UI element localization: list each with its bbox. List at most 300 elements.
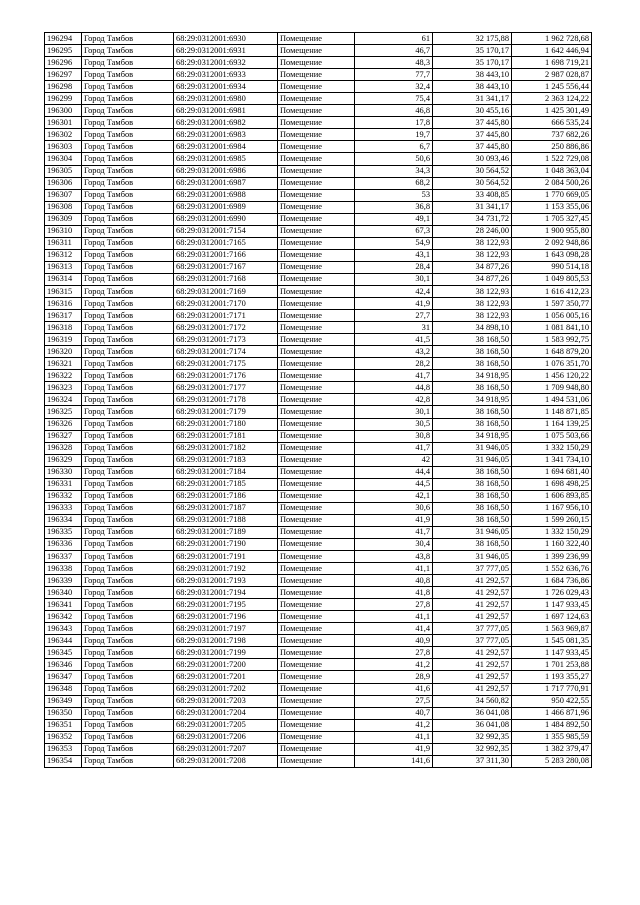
row-number-cell: 196327 bbox=[45, 430, 82, 442]
object-type-cell: Помещение bbox=[278, 129, 355, 141]
locality-cell: Город Тамбов bbox=[82, 225, 174, 237]
locality-cell: Город Тамбов bbox=[82, 177, 174, 189]
unit-value-cell: 30 455,16 bbox=[433, 105, 512, 117]
row-number-cell: 196344 bbox=[45, 635, 82, 647]
row-number-cell: 196299 bbox=[45, 93, 82, 105]
unit-value-cell: 34 877,26 bbox=[433, 261, 512, 273]
table-row bbox=[45, 743, 592, 755]
row-number-cell: 196295 bbox=[45, 45, 82, 57]
row-number-cell: 196346 bbox=[45, 659, 82, 671]
locality-cell: Город Тамбов bbox=[82, 129, 174, 141]
table-row bbox=[45, 454, 592, 466]
object-type-cell: Помещение bbox=[278, 659, 355, 671]
row-number-cell: 196294 bbox=[45, 33, 82, 45]
object-type-cell: Помещение bbox=[278, 165, 355, 177]
locality-cell: Город Тамбов bbox=[82, 382, 174, 394]
cadastral-number-cell: 68:29:0312001:7165 bbox=[174, 237, 278, 249]
object-type-cell: Помещение bbox=[278, 683, 355, 695]
unit-value-cell: 38 168,50 bbox=[433, 502, 512, 514]
row-number-cell: 196303 bbox=[45, 141, 82, 153]
unit-value-cell: 41 292,57 bbox=[433, 599, 512, 611]
row-number-cell: 196336 bbox=[45, 538, 82, 550]
unit-value-cell: 38 168,50 bbox=[433, 466, 512, 478]
cadastral-value-cell: 1 081 841,10 bbox=[512, 322, 592, 334]
object-type-cell: Помещение bbox=[278, 490, 355, 502]
table-row bbox=[45, 201, 592, 213]
area-cell: 43,1 bbox=[355, 249, 433, 261]
cadastral-number-cell: 68:29:0312001:6987 bbox=[174, 177, 278, 189]
locality-cell: Город Тамбов bbox=[82, 406, 174, 418]
cadastral-value-cell: 1 056 005,16 bbox=[512, 310, 592, 322]
object-type-cell: Помещение bbox=[278, 45, 355, 57]
unit-value-cell: 34 898,10 bbox=[433, 322, 512, 334]
row-number-cell: 196332 bbox=[45, 490, 82, 502]
cadastral-value-cell: 1 684 736,86 bbox=[512, 575, 592, 587]
object-type-cell: Помещение bbox=[278, 33, 355, 45]
locality-cell: Город Тамбов bbox=[82, 358, 174, 370]
area-cell: 68,2 bbox=[355, 177, 433, 189]
unit-value-cell: 37 445,80 bbox=[433, 117, 512, 129]
cadastral-value-cell: 950 422,55 bbox=[512, 695, 592, 707]
row-number-cell: 196352 bbox=[45, 731, 82, 743]
table-row bbox=[45, 189, 592, 201]
table-row bbox=[45, 358, 592, 370]
object-type-cell: Помещение bbox=[278, 141, 355, 153]
locality-cell: Город Тамбов bbox=[82, 695, 174, 707]
cadastral-value-table bbox=[44, 32, 592, 768]
table-row bbox=[45, 93, 592, 105]
area-cell: 54,9 bbox=[355, 237, 433, 249]
table-row bbox=[45, 647, 592, 659]
area-cell: 53 bbox=[355, 189, 433, 201]
object-type-cell: Помещение bbox=[278, 358, 355, 370]
row-number-cell: 196306 bbox=[45, 177, 82, 189]
locality-cell: Город Тамбов bbox=[82, 514, 174, 526]
row-number-cell: 196318 bbox=[45, 322, 82, 334]
area-cell: 61 bbox=[355, 33, 433, 45]
area-cell: 28,2 bbox=[355, 358, 433, 370]
row-number-cell: 196347 bbox=[45, 671, 82, 683]
cadastral-value-cell: 1 900 955,80 bbox=[512, 225, 592, 237]
cadastral-number-cell: 68:29:0312001:7154 bbox=[174, 225, 278, 237]
locality-cell: Город Тамбов bbox=[82, 418, 174, 430]
unit-value-cell: 38 443,10 bbox=[433, 69, 512, 81]
cadastral-number-cell: 68:29:0312001:6932 bbox=[174, 57, 278, 69]
cadastral-number-cell: 68:29:0312001:6980 bbox=[174, 93, 278, 105]
row-number-cell: 196351 bbox=[45, 719, 82, 731]
row-number-cell: 196300 bbox=[45, 105, 82, 117]
unit-value-cell: 38 168,50 bbox=[433, 478, 512, 490]
area-cell: 46,8 bbox=[355, 105, 433, 117]
row-number-cell: 196349 bbox=[45, 695, 82, 707]
object-type-cell: Помещение bbox=[278, 502, 355, 514]
object-type-cell: Помещение bbox=[278, 514, 355, 526]
unit-value-cell: 31 341,17 bbox=[433, 201, 512, 213]
area-cell: 67,3 bbox=[355, 225, 433, 237]
locality-cell: Город Тамбов bbox=[82, 454, 174, 466]
cadastral-number-cell: 68:29:0312001:7176 bbox=[174, 370, 278, 382]
object-type-cell: Помещение bbox=[278, 647, 355, 659]
unit-value-cell: 36 041,08 bbox=[433, 707, 512, 719]
object-type-cell: Помещение bbox=[278, 599, 355, 611]
row-number-cell: 196324 bbox=[45, 394, 82, 406]
cadastral-number-cell: 68:29:0312001:7182 bbox=[174, 442, 278, 454]
cadastral-value-cell: 1 245 556,44 bbox=[512, 81, 592, 93]
unit-value-cell: 31 946,05 bbox=[433, 442, 512, 454]
object-type-cell: Помещение bbox=[278, 611, 355, 623]
row-number-cell: 196331 bbox=[45, 478, 82, 490]
area-cell: 41,7 bbox=[355, 442, 433, 454]
area-cell: 42,1 bbox=[355, 490, 433, 502]
area-cell: 30,1 bbox=[355, 273, 433, 285]
locality-cell: Город Тамбов bbox=[82, 551, 174, 563]
locality-cell: Город Тамбов bbox=[82, 526, 174, 538]
cadastral-value-cell: 1 075 503,66 bbox=[512, 430, 592, 442]
cadastral-number-cell: 68:29:0312001:7174 bbox=[174, 346, 278, 358]
area-cell: 36,8 bbox=[355, 201, 433, 213]
locality-cell: Город Тамбов bbox=[82, 683, 174, 695]
table-row bbox=[45, 225, 592, 237]
locality-cell: Город Тамбов bbox=[82, 442, 174, 454]
unit-value-cell: 34 731,72 bbox=[433, 213, 512, 225]
unit-value-cell: 41 292,57 bbox=[433, 647, 512, 659]
cadastral-number-cell: 68:29:0312001:7181 bbox=[174, 430, 278, 442]
object-type-cell: Помещение bbox=[278, 261, 355, 273]
locality-cell: Город Тамбов bbox=[82, 659, 174, 671]
table-row bbox=[45, 105, 592, 117]
object-type-cell: Помещение bbox=[278, 189, 355, 201]
locality-cell: Город Тамбов bbox=[82, 490, 174, 502]
cadastral-number-cell: 68:29:0312001:7178 bbox=[174, 394, 278, 406]
locality-cell: Город Тамбов bbox=[82, 141, 174, 153]
cadastral-number-cell: 68:29:0312001:6983 bbox=[174, 129, 278, 141]
cadastral-value-cell: 1 643 098,28 bbox=[512, 249, 592, 261]
cadastral-value-cell: 1 494 531,06 bbox=[512, 394, 592, 406]
unit-value-cell: 31 946,05 bbox=[433, 526, 512, 538]
row-number-cell: 196305 bbox=[45, 165, 82, 177]
unit-value-cell: 34 877,26 bbox=[433, 273, 512, 285]
area-cell: 42,4 bbox=[355, 285, 433, 297]
cadastral-value-cell: 1 642 446,94 bbox=[512, 45, 592, 57]
cadastral-number-cell: 68:29:0312001:7191 bbox=[174, 551, 278, 563]
table-row bbox=[45, 755, 592, 767]
area-cell: 50,6 bbox=[355, 153, 433, 165]
area-cell: 31 bbox=[355, 322, 433, 334]
locality-cell: Город Тамбов bbox=[82, 237, 174, 249]
object-type-cell: Помещение bbox=[278, 563, 355, 575]
cadastral-value-cell: 1 147 933,45 bbox=[512, 599, 592, 611]
table-row bbox=[45, 370, 592, 382]
table-row bbox=[45, 683, 592, 695]
row-number-cell: 196340 bbox=[45, 587, 82, 599]
object-type-cell: Помещение bbox=[278, 394, 355, 406]
cadastral-value-cell: 5 283 280,08 bbox=[512, 755, 592, 767]
cadastral-number-cell: 68:29:0312001:7203 bbox=[174, 695, 278, 707]
cadastral-value-cell: 1 332 150,29 bbox=[512, 526, 592, 538]
unit-value-cell: 34 918,95 bbox=[433, 430, 512, 442]
cadastral-number-cell: 68:29:0312001:7184 bbox=[174, 466, 278, 478]
area-cell: 48,3 bbox=[355, 57, 433, 69]
cadastral-value-cell: 1 726 029,43 bbox=[512, 587, 592, 599]
unit-value-cell: 41 292,57 bbox=[433, 587, 512, 599]
area-cell: 41,1 bbox=[355, 563, 433, 575]
locality-cell: Город Тамбов bbox=[82, 502, 174, 514]
unit-value-cell: 38 168,50 bbox=[433, 538, 512, 550]
cadastral-value-cell: 1 382 379,47 bbox=[512, 743, 592, 755]
locality-cell: Город Тамбов bbox=[82, 599, 174, 611]
object-type-cell: Помещение bbox=[278, 93, 355, 105]
object-type-cell: Помещение bbox=[278, 117, 355, 129]
cadastral-value-cell: 1 425 301,49 bbox=[512, 105, 592, 117]
cadastral-value-cell: 1 597 350,77 bbox=[512, 298, 592, 310]
object-type-cell: Помещение bbox=[278, 478, 355, 490]
locality-cell: Город Тамбов bbox=[82, 261, 174, 273]
cadastral-value-cell: 1 399 236,99 bbox=[512, 551, 592, 563]
locality-cell: Город Тамбов bbox=[82, 69, 174, 81]
table-row bbox=[45, 671, 592, 683]
cadastral-value-cell: 1 606 893,85 bbox=[512, 490, 592, 502]
table-row bbox=[45, 659, 592, 671]
object-type-cell: Помещение bbox=[278, 334, 355, 346]
row-number-cell: 196334 bbox=[45, 514, 82, 526]
row-number-cell: 196323 bbox=[45, 382, 82, 394]
cadastral-value-cell: 1 341 734,10 bbox=[512, 454, 592, 466]
locality-cell: Город Тамбов bbox=[82, 587, 174, 599]
object-type-cell: Помещение bbox=[278, 310, 355, 322]
cadastral-value-cell: 1 770 669,05 bbox=[512, 189, 592, 201]
cadastral-number-cell: 68:29:0312001:7208 bbox=[174, 755, 278, 767]
cadastral-number-cell: 68:29:0312001:7170 bbox=[174, 298, 278, 310]
locality-cell: Город Тамбов bbox=[82, 57, 174, 69]
locality-cell: Город Тамбов bbox=[82, 563, 174, 575]
cadastral-number-cell: 68:29:0312001:7205 bbox=[174, 719, 278, 731]
unit-value-cell: 33 408,85 bbox=[433, 189, 512, 201]
cadastral-number-cell: 68:29:0312001:7194 bbox=[174, 587, 278, 599]
row-number-cell: 196317 bbox=[45, 310, 82, 322]
locality-cell: Город Тамбов bbox=[82, 310, 174, 322]
table-row bbox=[45, 141, 592, 153]
unit-value-cell: 37 777,05 bbox=[433, 635, 512, 647]
cadastral-number-cell: 68:29:0312001:6985 bbox=[174, 153, 278, 165]
table-row bbox=[45, 538, 592, 550]
area-cell: 75,4 bbox=[355, 93, 433, 105]
area-cell: 141,6 bbox=[355, 755, 433, 767]
cadastral-value-cell: 1 599 260,15 bbox=[512, 514, 592, 526]
locality-cell: Город Тамбов bbox=[82, 33, 174, 45]
object-type-cell: Помещение bbox=[278, 346, 355, 358]
locality-cell: Город Тамбов bbox=[82, 81, 174, 93]
cadastral-number-cell: 68:29:0312001:7201 bbox=[174, 671, 278, 683]
table-row bbox=[45, 45, 592, 57]
cadastral-value-cell: 1 962 728,68 bbox=[512, 33, 592, 45]
object-type-cell: Помещение bbox=[278, 285, 355, 297]
table-row bbox=[45, 707, 592, 719]
object-type-cell: Помещение bbox=[278, 695, 355, 707]
object-type-cell: Помещение bbox=[278, 237, 355, 249]
cadastral-value-cell: 1 355 985,59 bbox=[512, 731, 592, 743]
area-cell: 28,4 bbox=[355, 261, 433, 273]
locality-cell: Город Тамбов bbox=[82, 298, 174, 310]
area-cell: 30,8 bbox=[355, 430, 433, 442]
cadastral-value-cell: 2 084 500,26 bbox=[512, 177, 592, 189]
cadastral-value-cell: 1 697 124,63 bbox=[512, 611, 592, 623]
area-cell: 41,2 bbox=[355, 659, 433, 671]
unit-value-cell: 38 168,50 bbox=[433, 334, 512, 346]
table-row bbox=[45, 298, 592, 310]
area-cell: 77,7 bbox=[355, 69, 433, 81]
cadastral-value-cell: 666 535,24 bbox=[512, 117, 592, 129]
area-cell: 41,4 bbox=[355, 623, 433, 635]
table-row bbox=[45, 334, 592, 346]
object-type-cell: Помещение bbox=[278, 538, 355, 550]
cadastral-value-cell: 1 698 719,21 bbox=[512, 57, 592, 69]
cadastral-number-cell: 68:29:0312001:7166 bbox=[174, 249, 278, 261]
table-row bbox=[45, 69, 592, 81]
object-type-cell: Помещение bbox=[278, 635, 355, 647]
object-type-cell: Помещение bbox=[278, 273, 355, 285]
row-number-cell: 196343 bbox=[45, 623, 82, 635]
object-type-cell: Помещение bbox=[278, 526, 355, 538]
object-type-cell: Помещение bbox=[278, 430, 355, 442]
object-type-cell: Помещение bbox=[278, 249, 355, 261]
area-cell: 27,5 bbox=[355, 695, 433, 707]
cadastral-value-cell: 1 709 948,80 bbox=[512, 382, 592, 394]
object-type-cell: Помещение bbox=[278, 406, 355, 418]
object-type-cell: Помещение bbox=[278, 69, 355, 81]
object-type-cell: Помещение bbox=[278, 587, 355, 599]
cadastral-number-cell: 68:29:0312001:7193 bbox=[174, 575, 278, 587]
row-number-cell: 196312 bbox=[45, 249, 82, 261]
unit-value-cell: 41 292,57 bbox=[433, 611, 512, 623]
row-number-cell: 196302 bbox=[45, 129, 82, 141]
unit-value-cell: 34 560,82 bbox=[433, 695, 512, 707]
unit-value-cell: 32 992,35 bbox=[433, 743, 512, 755]
cadastral-value-cell: 1 484 892,50 bbox=[512, 719, 592, 731]
area-cell: 42,8 bbox=[355, 394, 433, 406]
area-cell: 27,8 bbox=[355, 647, 433, 659]
table-row bbox=[45, 213, 592, 225]
row-number-cell: 196301 bbox=[45, 117, 82, 129]
area-cell: 42 bbox=[355, 454, 433, 466]
row-number-cell: 196335 bbox=[45, 526, 82, 538]
locality-cell: Город Тамбов bbox=[82, 93, 174, 105]
unit-value-cell: 38 168,50 bbox=[433, 406, 512, 418]
object-type-cell: Помещение bbox=[278, 225, 355, 237]
cadastral-value-cell: 1 332 150,29 bbox=[512, 442, 592, 454]
area-cell: 30,5 bbox=[355, 418, 433, 430]
table-row bbox=[45, 478, 592, 490]
table-row bbox=[45, 346, 592, 358]
unit-value-cell: 31 946,05 bbox=[433, 454, 512, 466]
object-type-cell: Помещение bbox=[278, 213, 355, 225]
cadastral-number-cell: 68:29:0312001:7188 bbox=[174, 514, 278, 526]
locality-cell: Город Тамбов bbox=[82, 322, 174, 334]
area-cell: 30,1 bbox=[355, 406, 433, 418]
cadastral-value-cell: 1 193 355,27 bbox=[512, 671, 592, 683]
unit-value-cell: 38 122,93 bbox=[433, 285, 512, 297]
locality-cell: Город Тамбов bbox=[82, 285, 174, 297]
cadastral-number-cell: 68:29:0312001:7196 bbox=[174, 611, 278, 623]
table-row bbox=[45, 273, 592, 285]
unit-value-cell: 34 918,95 bbox=[433, 370, 512, 382]
area-cell: 41,7 bbox=[355, 370, 433, 382]
row-number-cell: 196350 bbox=[45, 707, 82, 719]
locality-cell: Город Тамбов bbox=[82, 538, 174, 550]
area-cell: 40,7 bbox=[355, 707, 433, 719]
unit-value-cell: 32 992,35 bbox=[433, 731, 512, 743]
area-cell: 41,1 bbox=[355, 731, 433, 743]
row-number-cell: 196313 bbox=[45, 261, 82, 273]
unit-value-cell: 38 122,93 bbox=[433, 237, 512, 249]
area-cell: 41,6 bbox=[355, 683, 433, 695]
object-type-cell: Помещение bbox=[278, 57, 355, 69]
table-row bbox=[45, 466, 592, 478]
object-type-cell: Помещение bbox=[278, 755, 355, 767]
cadastral-number-cell: 68:29:0312001:7168 bbox=[174, 273, 278, 285]
row-number-cell: 196311 bbox=[45, 237, 82, 249]
table-row bbox=[45, 611, 592, 623]
table-row bbox=[45, 249, 592, 261]
cadastral-value-cell: 1 167 956,10 bbox=[512, 502, 592, 514]
locality-cell: Город Тамбов bbox=[82, 755, 174, 767]
locality-cell: Город Тамбов bbox=[82, 466, 174, 478]
cadastral-number-cell: 68:29:0312001:7202 bbox=[174, 683, 278, 695]
row-number-cell: 196316 bbox=[45, 298, 82, 310]
locality-cell: Город Тамбов bbox=[82, 719, 174, 731]
cadastral-value-cell: 990 514,18 bbox=[512, 261, 592, 273]
locality-cell: Город Тамбов bbox=[82, 623, 174, 635]
row-number-cell: 196321 bbox=[45, 358, 82, 370]
area-cell: 34,3 bbox=[355, 165, 433, 177]
cadastral-number-cell: 68:29:0312001:6990 bbox=[174, 213, 278, 225]
unit-value-cell: 37 777,05 bbox=[433, 623, 512, 635]
locality-cell: Город Тамбов bbox=[82, 671, 174, 683]
locality-cell: Город Тамбов bbox=[82, 635, 174, 647]
locality-cell: Город Тамбов bbox=[82, 346, 174, 358]
table-row bbox=[45, 623, 592, 635]
locality-cell: Город Тамбов bbox=[82, 647, 174, 659]
cadastral-number-cell: 68:29:0312001:6986 bbox=[174, 165, 278, 177]
locality-cell: Город Тамбов bbox=[82, 249, 174, 261]
unit-value-cell: 37 445,80 bbox=[433, 141, 512, 153]
area-cell: 27,8 bbox=[355, 599, 433, 611]
unit-value-cell: 32 175,88 bbox=[433, 33, 512, 45]
object-type-cell: Помещение bbox=[278, 418, 355, 430]
unit-value-cell: 35 170,17 bbox=[433, 57, 512, 69]
table-row bbox=[45, 575, 592, 587]
cadastral-number-cell: 68:29:0312001:6981 bbox=[174, 105, 278, 117]
cadastral-number-cell: 68:29:0312001:6984 bbox=[174, 141, 278, 153]
row-number-cell: 196322 bbox=[45, 370, 82, 382]
object-type-cell: Помещение bbox=[278, 382, 355, 394]
table-row bbox=[45, 599, 592, 611]
row-number-cell: 196354 bbox=[45, 755, 82, 767]
table-row bbox=[45, 635, 592, 647]
cadastral-value-cell: 2 987 028,87 bbox=[512, 69, 592, 81]
row-number-cell: 196297 bbox=[45, 69, 82, 81]
unit-value-cell: 38 168,50 bbox=[433, 514, 512, 526]
cadastral-number-cell: 68:29:0312001:7207 bbox=[174, 743, 278, 755]
row-number-cell: 196308 bbox=[45, 201, 82, 213]
cadastral-number-cell: 68:29:0312001:7187 bbox=[174, 502, 278, 514]
locality-cell: Город Тамбов bbox=[82, 273, 174, 285]
cadastral-number-cell: 68:29:0312001:7172 bbox=[174, 322, 278, 334]
area-cell: 46,7 bbox=[355, 45, 433, 57]
object-type-cell: Помещение bbox=[278, 707, 355, 719]
cadastral-value-cell: 1 717 770,91 bbox=[512, 683, 592, 695]
cadastral-value-cell: 1 076 351,70 bbox=[512, 358, 592, 370]
cadastral-number-cell: 68:29:0312001:7175 bbox=[174, 358, 278, 370]
